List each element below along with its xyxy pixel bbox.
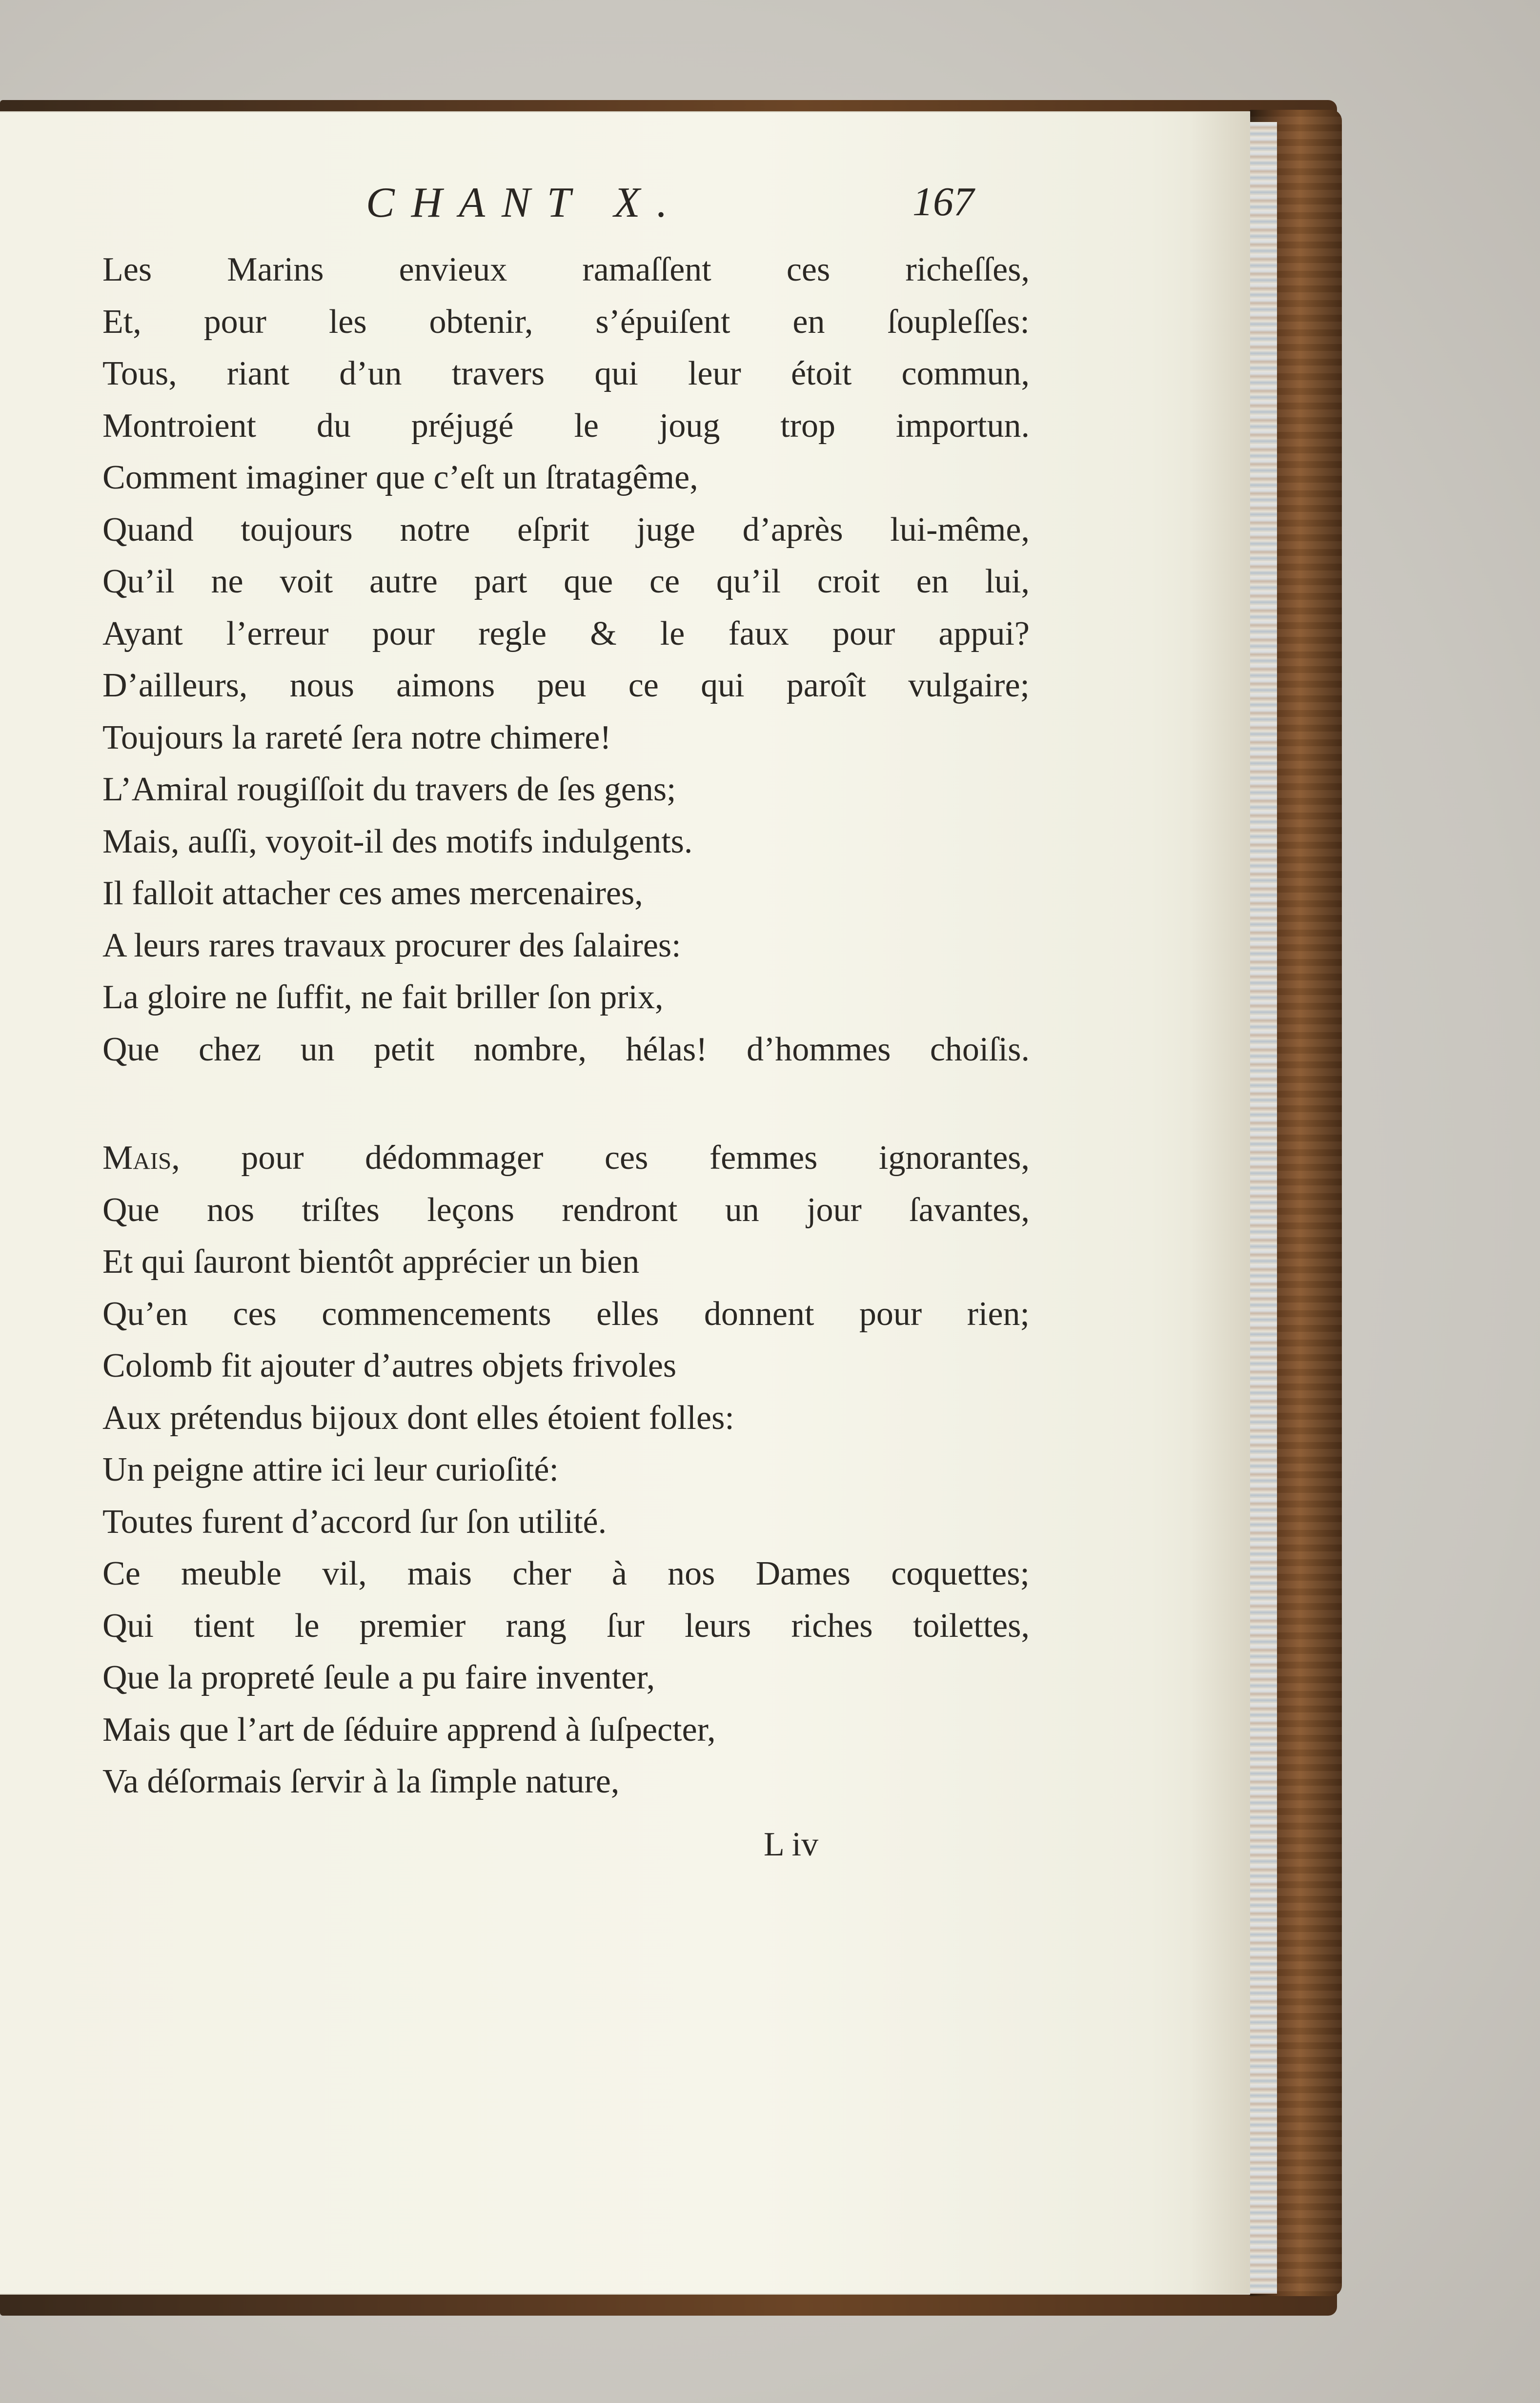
verse-line: Va déſormais ſervir à la ſimple nature, — [102, 1763, 620, 1800]
verse-line: Ayant l’erreur pour regle & le faux pour appui? — [102, 614, 1030, 652]
verse-line: Comment imaginer que c’eſt un ſtratagême, — [102, 459, 698, 496]
verse-line: Toutes furent d’accord ſur ſon utilité. — [102, 1503, 607, 1541]
verse-line: Montroient du préjugé le joug trop importun. — [102, 407, 1030, 445]
verse-line: D’ailleurs, nous aimons peu ce qui paroît vulgaire; — [102, 667, 1030, 704]
verse-line: Toujours la rareté ſera notre chimere! — [102, 718, 611, 756]
verse-line: Il falloit attacher ces ames mercenaires, — [102, 875, 643, 912]
verse-line: Et qui ſauront bientôt apprécier un bien — [102, 1243, 640, 1281]
verse-line: Qu’en ces commencements elles donnent pour rien; — [102, 1295, 1030, 1333]
verse-line: Et, pour les obtenir, s’épuiſent en ſoupleſſes: — [102, 303, 1030, 341]
running-head — [0, 178, 1249, 237]
verse-line: Colomb fit ajouter d’autres objets frivoles — [102, 1347, 677, 1385]
verse-line: Que chez un petit nombre, hélas! d’hommes choiſis. — [102, 1030, 1030, 1068]
stanza-1 — [102, 244, 1030, 1076]
page-number: 167 — [912, 179, 974, 224]
verse-line: A leurs rares travaux procurer des ſalaires: — [102, 926, 681, 964]
chapter-title: CHANT X. — [366, 179, 684, 226]
verse-line: Quand toujours notre eſprit juge d’après lui-même, — [102, 510, 1030, 549]
verse-line: Mais que l’art de ſéduire apprend à ſuſpecter, — [102, 1711, 716, 1749]
catchword-signature: L iv — [764, 1826, 819, 1863]
verse-line: Que nos triſtes leçons rendront un jour ſavantes, — [102, 1191, 1030, 1229]
first-word-smallcaps: Mais — [102, 1139, 172, 1177]
verse-line-first — [102, 1132, 1030, 1184]
verse-line: Aux prétendus bijoux dont elles étoient folles: — [102, 1399, 734, 1437]
verse-line: L’Amiral rougiſſoit du travers de ſes gens; — [102, 771, 676, 808]
stanza-2 — [102, 1132, 1030, 1808]
verse-line: Ce meuble vil, mais cher à nos Dames coquettes; — [102, 1555, 1030, 1592]
verse-line: Que la propreté ſeule a pu faire inventer, — [102, 1659, 655, 1696]
verse-line: Mais, auſſi, voyoit-il des motifs indulgents. — [102, 822, 693, 860]
page-shadow — [1191, 112, 1249, 2294]
verse-line: Un peigne attire ici leur curioſité: — [102, 1451, 559, 1488]
verse-line: Tous, riant d’un travers qui leur étoit commun, — [102, 355, 1030, 392]
verse-line: Les Marins envieux ramaſſent ces richeſſes, — [102, 251, 1030, 288]
verse-line: Qui tient le premier rang ſur leurs riches toilettes, — [102, 1607, 1030, 1645]
verse-line: Qu’il ne voit autre part que ce qu’il croit en lui, — [102, 563, 1030, 600]
verse-line: La gloire ne ſuffit, ne fait briller ſon prix, — [102, 978, 664, 1016]
first-line-rest: , pour dédommager ces femmes ignorantes, — [171, 1139, 1030, 1177]
